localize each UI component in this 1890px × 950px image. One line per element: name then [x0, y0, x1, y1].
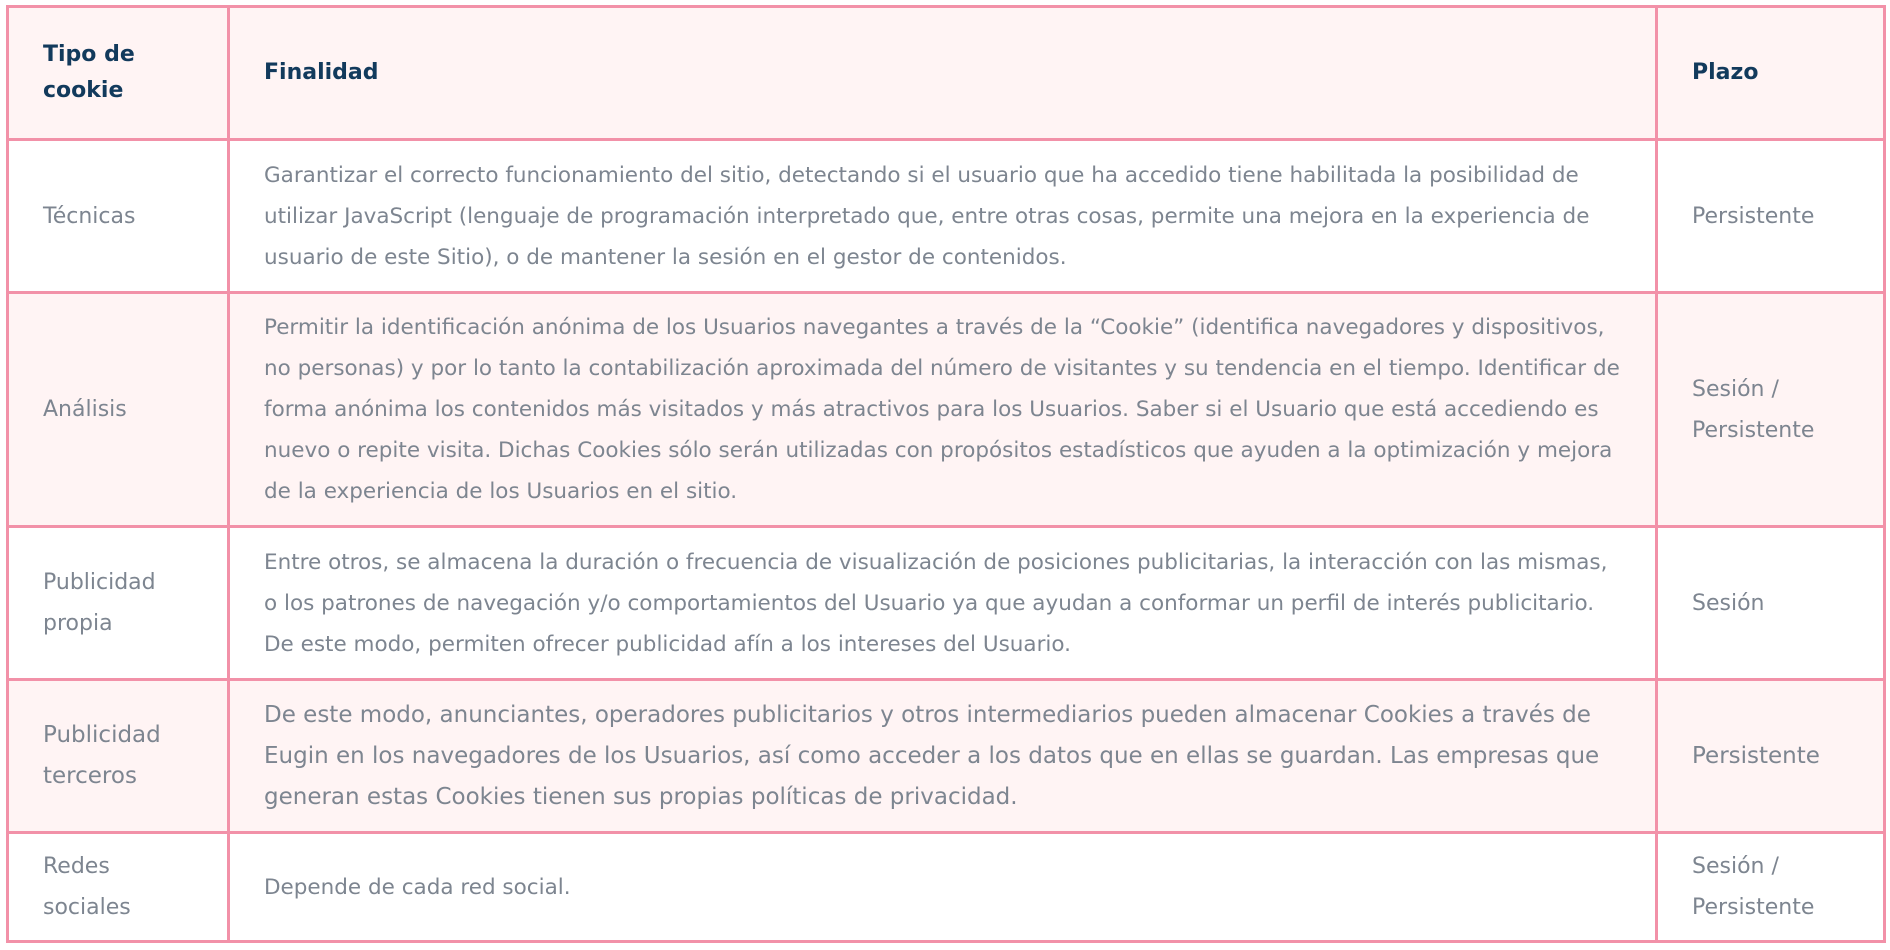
header-purpose: Finalidad	[229, 7, 1657, 140]
header-term: Plazo	[1657, 7, 1885, 140]
term-cell: Sesión	[1657, 527, 1885, 680]
cookie-table	[6, 5, 1886, 943]
cookie-type-cell: Redes sociales	[8, 833, 229, 942]
table-header	[8, 7, 1885, 140]
purpose-cell: Garantizar el correcto funcionamiento del sitio, detectando si el usuario que ha accedido tiene habilitada la posibilidad de utilizar JavaScript (lenguaje de programación interpretado que, entre otras cosas, permite una mejora en la experiencia de usuario de este Sitio), o de mantener la sesión en el gestor de contenidos.	[229, 140, 1657, 293]
table-body	[8, 140, 1885, 942]
table-row	[8, 680, 1885, 833]
cookie-type-cell: Publicidad propia	[8, 527, 229, 680]
cookie-type-cell: Publicidad terceros	[8, 680, 229, 833]
header-row	[8, 7, 1885, 140]
purpose-cell: Permitir la identificación anónima de los Usuarios navegantes a través de la “Cookie” (identifica navegadores y dispositivos, no personas) y por lo tanto la contabilización aproximada del número de visitantes y su tendencia en el tiempo. Identificar de forma anónima los contenidos más visitados y más atractivos para los Usuarios. Saber si el Usuario que está accediendo es nuevo o repite visita. Dichas Cookies sólo serán utilizadas con propósitos estadísticos que ayuden a la optimización y mejora de la experiencia de los Usuarios en el sitio.	[229, 293, 1657, 527]
table-row	[8, 140, 1885, 293]
cookie-type-cell: Técnicas	[8, 140, 229, 293]
term-cell: Persistente	[1657, 680, 1885, 833]
purpose-cell: Depende de cada red social.	[229, 833, 1657, 942]
table-row	[8, 527, 1885, 680]
term-cell: Sesión / Persistente	[1657, 293, 1885, 527]
table-row	[8, 833, 1885, 942]
term-cell: Sesión / Persistente	[1657, 833, 1885, 942]
cookie-type-cell: Análisis	[8, 293, 229, 527]
table-row	[8, 293, 1885, 527]
purpose-cell: Entre otros, se almacena la duración o frecuencia de visualización de posiciones publicitarias, la interacción con las mismas, o los patrones de navegación y/o comportamientos del Usuario ya que ayudan a conformar un perfil de interés publicitario. De este modo, permiten ofrecer publicidad afín a los intereses del Usuario.	[229, 527, 1657, 680]
term-cell: Persistente	[1657, 140, 1885, 293]
header-cookie-type: Tipo de cookie	[8, 7, 229, 140]
purpose-cell: De este modo, anunciantes, operadores publicitarios y otros intermediarios pueden almacenar Cookies a través de Eugin en los navegadores de los Usuarios, así como acceder a los datos que en ellas se guardan. Las empresas que generan estas Cookies tienen sus propias políticas de privacidad.	[229, 680, 1657, 833]
